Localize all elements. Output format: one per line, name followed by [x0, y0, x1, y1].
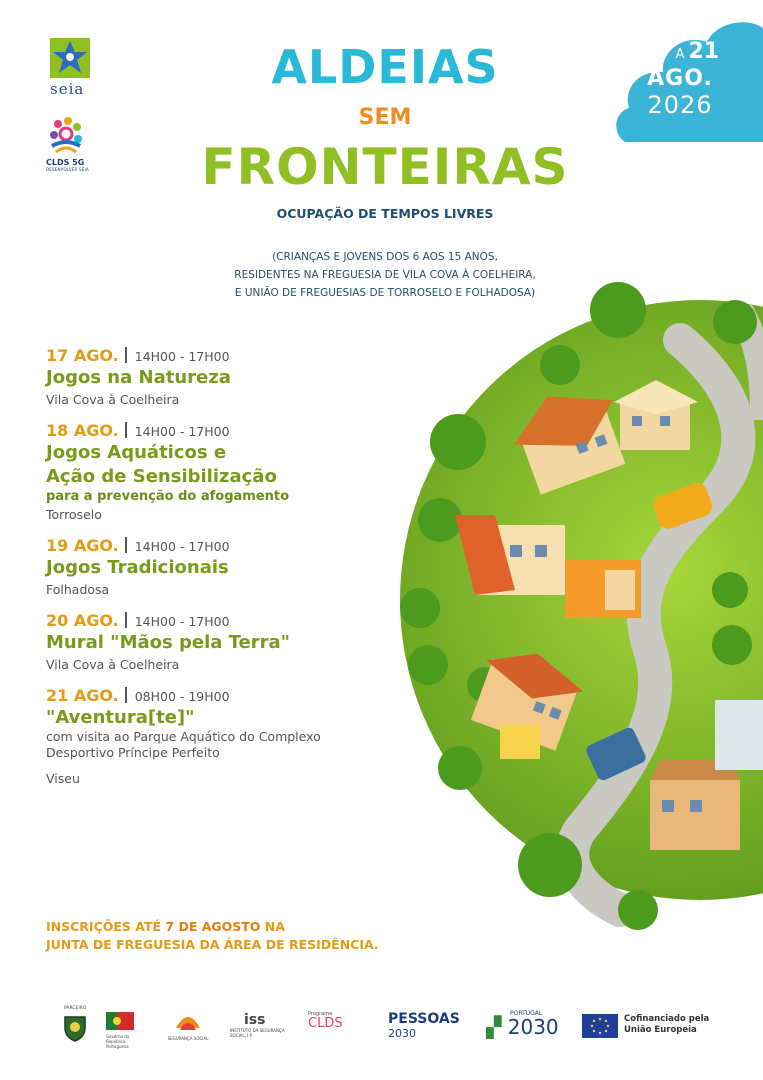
- iss-mark: iss: [244, 1012, 266, 1028]
- clds-program-text: CLDS: [308, 1016, 343, 1031]
- event-date: 19 AGO.: [46, 536, 119, 555]
- seia-logo: [50, 38, 94, 98]
- clds-program-logo: [308, 1012, 370, 1031]
- date-end-day: 21: [688, 39, 720, 64]
- seia-flower-icon: [50, 38, 90, 78]
- event-time: 14H00 - 17H00: [134, 349, 230, 364]
- government-logo-text: Governo da República Portuguesa: [106, 1034, 130, 1049]
- date-start-day: 17: [640, 39, 672, 64]
- registration-line-2: JUNTA DE FREGUESIA DA ÁREA DE RESIDÊNCIA.: [46, 937, 379, 952]
- event-place: Torroselo: [46, 507, 102, 522]
- event-place: Vila Cova à Coelheira: [46, 657, 180, 672]
- eu-cofinancing-logo: [582, 1014, 732, 1038]
- event-separator: [125, 347, 127, 363]
- event-time: 14H00 - 17H00: [134, 539, 230, 554]
- event-time: 14H00 - 17H00: [134, 424, 230, 439]
- event-title-line-2: Ação de Sensibilização: [46, 466, 277, 487]
- event-separator: [125, 687, 127, 703]
- event-item: [46, 346, 406, 407]
- parish-crest-icon: [62, 1014, 88, 1042]
- pessoas-2030-logo: [388, 1012, 480, 1041]
- portugal-2030-logo: [486, 1010, 560, 1037]
- event-item: [46, 421, 406, 522]
- event-title: "Aventura[te]": [46, 707, 195, 728]
- clds-logo-text: CLDS 5G: [46, 158, 85, 167]
- event-date: 20 AGO.: [46, 611, 119, 630]
- event-place: Vila Cova à Coelheira: [46, 392, 180, 407]
- portugal-2030-label: PORTUGAL: [510, 1010, 543, 1017]
- registration-deadline: 7 DE AGOSTO: [165, 919, 261, 934]
- event-title: Jogos Aquáticos e: [46, 442, 227, 463]
- eu-flag-icon: [582, 1014, 618, 1038]
- date-badge: [620, 40, 740, 119]
- event-item: [46, 536, 406, 597]
- event-description-line-2: Desportivo Príncipe Perfeito: [46, 745, 220, 760]
- event-date: 18 AGO.: [46, 421, 119, 440]
- event-description-line-1: com visita ao Parque Aquático do Complexo: [46, 729, 321, 744]
- event-separator: [125, 612, 127, 628]
- event-date: 17 AGO.: [46, 346, 119, 365]
- date-month: AGO.: [647, 66, 713, 91]
- sun-icon: [173, 1010, 203, 1032]
- portugal-2030-year: 2030: [507, 1015, 559, 1039]
- title-line-2: SEM: [358, 105, 412, 130]
- event-subtitle: para a prevenção do afogamento: [46, 489, 290, 504]
- event-title: Mural "Mãos pela Terra": [46, 632, 291, 653]
- iss-logo: [230, 1012, 290, 1038]
- event-date: 21 AGO.: [46, 686, 119, 705]
- pessoas-year: 2030: [388, 1027, 416, 1040]
- registration-part-1: INSCRIÇÕES ATÉ: [46, 919, 162, 934]
- portugal-flag-icon: [106, 1012, 134, 1030]
- seguranca-social-logo: [166, 1010, 210, 1041]
- clds-logo-subtext: DESENVOLVER SEIA: [46, 167, 89, 172]
- event-time: 08H00 - 19H00: [134, 689, 230, 704]
- event-time: 14H00 - 17H00: [134, 614, 230, 629]
- eu-text-line-1: Cofinanciado pela: [624, 1014, 710, 1024]
- audience-line-2: RESIDENTES NA FREGUESIA DE VILA COVA À COELHEIRA,: [234, 269, 536, 281]
- event-title: Jogos Tradicionais: [46, 557, 229, 578]
- audience-line-3: E UNIÃO DE FREGUESIAS DE TORROSELO E FOLHADOSA): [234, 287, 536, 299]
- pessoas-text: PESSOAS: [388, 1011, 460, 1027]
- portugal-2030-mark: ▞: [486, 1015, 502, 1039]
- seia-logo-text: seia: [50, 80, 85, 98]
- clds-program-label: Programa: [308, 1011, 333, 1017]
- event-title: Jogos na Natureza: [46, 367, 231, 388]
- event-place: Viseu: [46, 771, 80, 786]
- title-line-3: FRONTEIRAS: [201, 138, 569, 196]
- registration-part-2: NA: [264, 919, 285, 934]
- audience-line-1: (CRIANÇAS E JOVENS DOS 6 AOS 15 ANOS,: [272, 251, 498, 263]
- event-item: [46, 611, 406, 672]
- event-separator: [125, 537, 127, 553]
- clds-people-icon: [46, 116, 86, 154]
- iss-text: INSTITUTO DA SEGURANÇA SOCIAL, I.P.: [230, 1028, 285, 1038]
- title-line-1: ALDEIAS: [271, 40, 499, 94]
- date-year: 2026: [647, 91, 713, 119]
- clds-logo: [46, 116, 106, 172]
- seguranca-social-text: SEGURANÇA SOCIAL: [167, 1036, 209, 1041]
- event-item: [46, 686, 406, 786]
- government-logo: [106, 1012, 146, 1049]
- partner-label: PARCEIRO: [64, 1006, 87, 1011]
- event-place: Folhadosa: [46, 582, 110, 597]
- event-separator: [125, 422, 127, 438]
- eu-text-line-2: União Europeia: [624, 1025, 697, 1035]
- event-schedule: [46, 346, 406, 800]
- subtitle: OCUPAÇÃO DE TEMPOS LIVRES: [276, 206, 494, 221]
- date-connector: A: [675, 47, 685, 62]
- registration-note: [46, 918, 466, 954]
- footer-partner-logos: [44, 1006, 734, 1049]
- village-planet-illustration: [380, 270, 763, 950]
